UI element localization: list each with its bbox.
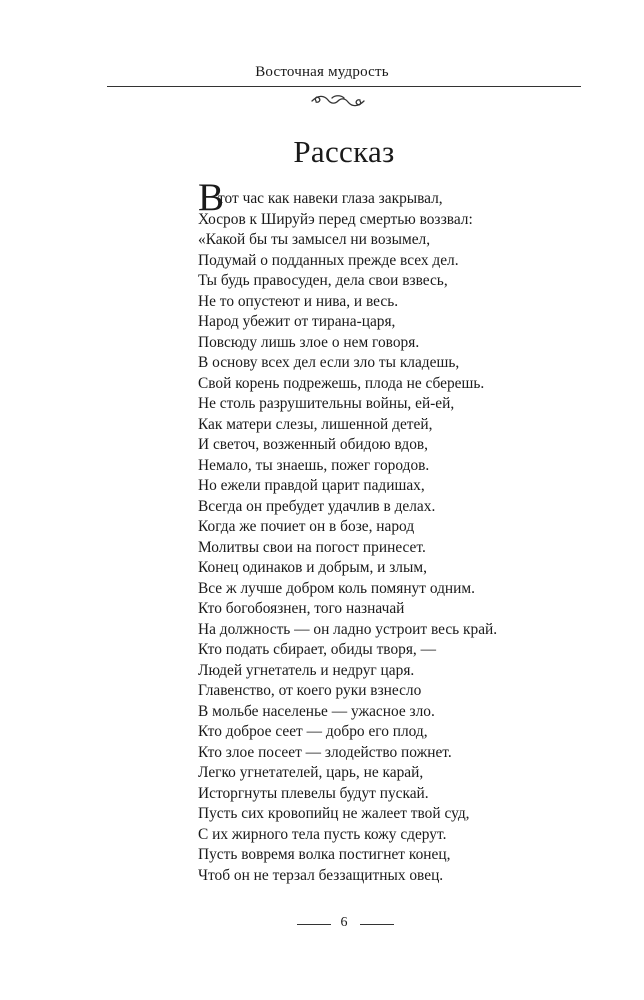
poem-line: Кто богобоязнен, того назначай <box>198 600 405 617</box>
poem-line: Подумай о подданных прежде всех дел. <box>198 251 459 269</box>
poem-line: Не столь разрушительны войны, ей-ей, <box>198 395 455 412</box>
poem-line: Легко угнетателей, царь, не карай, <box>198 764 424 781</box>
poem-line: Но ежели правдой царит падишах, <box>198 477 425 494</box>
poem-line: Как матери слезы, лишенной детей, <box>198 415 433 433</box>
poem-line: Кто подать сбирает, обиды творя, — <box>198 641 437 658</box>
chapter-title: Рассказ <box>293 134 395 169</box>
poem-line: Кто доброе сеет — добро его плод, <box>198 723 428 740</box>
poem-line: Всегда он пребудет удачлив в делах. <box>198 497 436 515</box>
poem-line: С их жирного тела пусть кожу сдерут. <box>198 825 447 843</box>
footer-rule-left <box>297 924 331 925</box>
poem-line: «Какой бы ты замысел ни возымел, <box>198 231 431 248</box>
header-rule <box>107 86 581 87</box>
poem-line: Народ убежит от тирана-царя, <box>198 313 396 330</box>
poem-line: В мольбе населенье — ужасное зло. <box>198 702 435 720</box>
poem-line: Когда же почиет он в бозе, народ <box>198 518 415 535</box>
poem-line: Чтоб он не терзал беззащитных овец. <box>198 866 444 884</box>
poem-line: Все ж лучше добром коль помянут одним. <box>198 579 475 597</box>
running-head: Восточная мудрость <box>255 64 389 80</box>
poem <box>198 176 558 886</box>
poem-line: Свой корень подрежешь, плода не сберешь. <box>198 374 485 392</box>
page-number: 6 <box>340 915 348 930</box>
poem-line: Немало, ты знаешь, пожег городов. <box>198 456 430 474</box>
flourish-ornament-icon <box>310 92 366 110</box>
footer-rule-right <box>360 924 394 925</box>
poem-lines <box>198 210 558 887</box>
poem-line: Повсюду лишь злое о нем говоря. <box>198 333 420 351</box>
poem-line: Исторгнуты плевелы будут пускай. <box>198 784 429 802</box>
poem-line: Пусть сих кровопийц не жалеет твой суд, <box>198 805 470 822</box>
poem-line: Ты будь правосуден, дела свои взвесь, <box>198 272 448 289</box>
poem-line: Главенство, от коего руки взнесло <box>198 682 422 699</box>
drop-cap: В <box>198 176 225 219</box>
poem-line: В основу всех дел если зло ты кладешь, <box>198 354 460 371</box>
poem-line: Молитвы свои на погост принесет. <box>198 538 426 556</box>
poem-line: Людей угнетатель и недруг царя. <box>198 661 415 679</box>
poem-line: На должность — он ладно устроит весь край. <box>198 620 498 638</box>
poem-line: Хосров к Шируйэ перед смертью воззвал: <box>198 210 473 228</box>
poem-line: Кто злое посеет — злодейство пожнет. <box>198 743 452 761</box>
poem-line: тот час как навеки глаза закрывал, <box>218 190 443 207</box>
poem-line: Не то опустеют и нива, и весь. <box>198 292 399 310</box>
poem-line: И светоч, возженный обидою вдов, <box>198 436 429 453</box>
poem-line: Пусть вовремя волка постигнет конец, <box>198 846 451 863</box>
poem-line: Конец одинаков и добрым, и злым, <box>198 559 427 576</box>
